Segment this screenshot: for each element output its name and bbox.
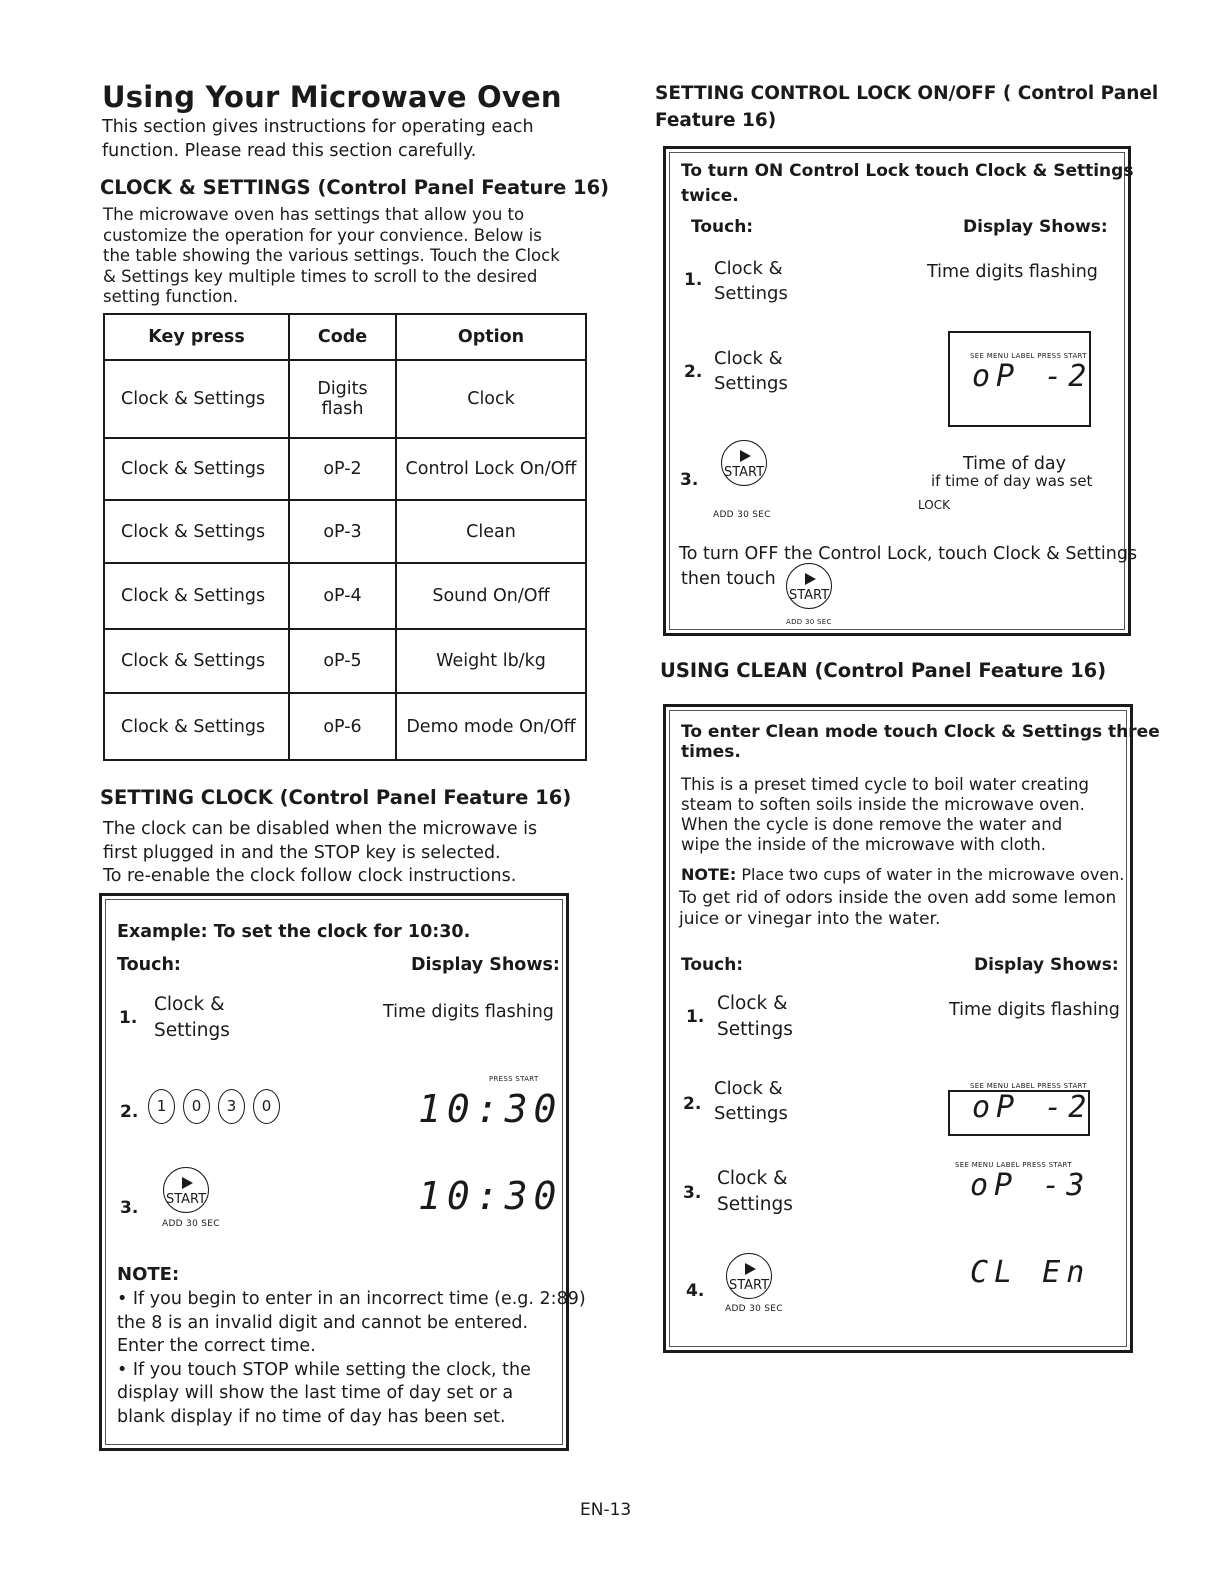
step-number: 1. xyxy=(119,1008,138,1028)
step-text: Clock & xyxy=(154,994,225,1015)
cell-key: Clock & Settings xyxy=(104,693,289,760)
cell-code: oP-6 xyxy=(289,693,396,760)
add-30-sec-label: ADD 30 SEC xyxy=(786,618,832,626)
number-keys xyxy=(148,1089,288,1124)
number-key-3[interactable]: 3 xyxy=(218,1089,245,1124)
control-lock-heading: SETTING CONTROL LOCK ON/OFF ( Control Panel xyxy=(655,83,1159,104)
add-30-sec-label: ADD 30 SEC xyxy=(713,510,771,520)
setting-clock-body xyxy=(103,818,537,889)
step-number: 4. xyxy=(686,1281,705,1301)
clock-settings-heading: CLOCK & SETTINGS (Control Panel Feature 16) xyxy=(100,176,610,199)
step-text: Settings xyxy=(154,1020,230,1041)
step-text: Settings xyxy=(714,1103,788,1124)
body-line: The microwave oven has settings that allow you to xyxy=(103,205,525,224)
play-icon xyxy=(740,450,751,462)
step-number: 2. xyxy=(684,362,703,382)
clock-settings-body xyxy=(103,205,560,308)
step-text: Clock & xyxy=(714,1078,783,1099)
cell-code: oP-3 xyxy=(289,500,396,563)
step-display-sub: if time of day was set xyxy=(931,472,1093,490)
clean-note xyxy=(681,865,1124,884)
cell-option: Weight lb/kg xyxy=(396,629,586,693)
press-start-indicator: PRESS START xyxy=(489,1075,539,1083)
table-row xyxy=(104,500,586,563)
cell-option: Demo mode On/Off xyxy=(396,693,586,760)
note-line: display will show the last time of day set or a xyxy=(117,1383,514,1403)
display-shows-label: Display Shows: xyxy=(963,217,1108,237)
cell-key: Clock & Settings xyxy=(104,438,289,500)
code-display: oP -2 xyxy=(972,1090,1093,1125)
number-key-0[interactable]: 0 xyxy=(253,1089,280,1124)
body-line: To re-enable the clock follow clock instructions. xyxy=(103,866,517,886)
note-line: Enter the correct time. xyxy=(117,1336,316,1356)
indicator-labels: SEE MENU LABEL PRESS START xyxy=(970,1082,1087,1090)
start-button[interactable] xyxy=(163,1167,209,1213)
number-key-0[interactable]: 0 xyxy=(183,1089,210,1124)
page-number: EN-13 xyxy=(580,1500,632,1520)
body-line: When the cycle is done remove the water and xyxy=(681,815,1063,834)
table-row xyxy=(104,563,586,629)
lock-indicator: LOCK xyxy=(918,498,950,512)
body-line: wipe the inside of the microwave with cloth. xyxy=(681,835,1047,854)
step-text: Settings xyxy=(714,373,788,394)
note-line: the 8 is an invalid digit and cannot be entered. xyxy=(117,1312,529,1333)
add-30-sec-label: ADD 30 SEC xyxy=(725,1304,783,1314)
start-label: START xyxy=(723,465,765,480)
intro-line-1: This section gives instructions for operating each xyxy=(102,117,534,137)
step-number: 2. xyxy=(683,1094,702,1114)
cell-code: oP-5 xyxy=(289,629,396,693)
control-lock-intro-2: twice. xyxy=(681,186,739,206)
number-key-1[interactable]: 1 xyxy=(148,1089,175,1124)
step-text: Settings xyxy=(717,1194,793,1215)
note-line: blank display if no time of day has been set. xyxy=(117,1406,506,1427)
step-number: 3. xyxy=(683,1183,702,1203)
step-number: 3. xyxy=(680,470,699,490)
clean-heading: USING CLEAN (Control Panel Feature 16) xyxy=(660,659,1107,682)
clock-display: 10:30 xyxy=(418,1087,563,1131)
step-display: Time digits flashing xyxy=(383,1002,554,1022)
step-text: Clock & xyxy=(714,258,783,279)
control-lock-intro: To turn ON Control Lock touch Clock & Settings xyxy=(681,161,1134,181)
start-button[interactable] xyxy=(786,563,832,609)
start-label: START xyxy=(788,588,830,603)
code-display: oP -2 xyxy=(972,359,1093,394)
clock-display: 10:30 xyxy=(418,1174,563,1218)
example-title: Example: To set the clock for 10:30. xyxy=(117,922,471,942)
code-display: oP -3 xyxy=(970,1168,1091,1203)
body-line: customize the operation for your convience. Below is xyxy=(103,225,542,245)
body-line: This is a preset timed cycle to boil water creating xyxy=(681,775,1089,794)
step-number: 3. xyxy=(120,1198,139,1218)
cell-code: oP-2 xyxy=(289,438,396,500)
settings-table xyxy=(103,313,587,761)
note-title: NOTE: xyxy=(117,1264,180,1285)
header-option: Option xyxy=(396,314,586,360)
cell-option: Clock xyxy=(396,360,586,438)
cell-key: Clock & Settings xyxy=(104,360,289,438)
table-row xyxy=(104,693,586,760)
clean-body xyxy=(681,775,1089,855)
header-key-press: Key press xyxy=(104,314,289,360)
play-icon xyxy=(745,1263,756,1275)
indicator-labels: SEE MENU LABEL PRESS START xyxy=(955,1161,1072,1169)
display-shows-label: Display Shows: xyxy=(974,955,1119,975)
cell-key: Clock & Settings xyxy=(104,500,289,563)
cell-option: Sound On/Off xyxy=(396,563,586,629)
page-title: Using Your Microwave Oven xyxy=(102,80,562,114)
clean-display: CL En xyxy=(970,1255,1091,1290)
note-body xyxy=(117,1288,586,1429)
touch-label: Touch: xyxy=(681,955,744,975)
cell-code: oP-4 xyxy=(289,563,396,629)
add-30-sec-label: ADD 30 SEC xyxy=(162,1219,220,1229)
header-code: Code xyxy=(289,314,396,360)
step-number: 1. xyxy=(684,270,703,290)
odor-text-2: juice or vinegar into the water. xyxy=(679,909,941,929)
note-line: • If you begin to enter in an incorrect time (e.g. 2:89) xyxy=(117,1289,586,1309)
table-row xyxy=(104,629,586,693)
start-button[interactable] xyxy=(721,440,767,486)
cell-option: Clean xyxy=(396,500,586,563)
touch-label: Touch: xyxy=(691,217,754,237)
step-text: Settings xyxy=(714,283,788,304)
touch-label: Touch: xyxy=(117,955,181,975)
body-line: the table showing the various settings. Touch the Clock xyxy=(103,246,560,265)
table-row xyxy=(104,438,586,500)
table-header-row xyxy=(104,314,586,360)
body-line: steam to soften soils inside the microwave oven. xyxy=(681,795,1085,814)
start-label: START xyxy=(728,1278,770,1293)
step-text: Clock & xyxy=(717,1168,788,1189)
step-text: Clock & xyxy=(714,348,783,369)
clean-intro: To enter Clean mode touch Clock & Settings three xyxy=(681,722,1160,742)
body-line: The clock can be disabled when the microwave is xyxy=(103,819,538,839)
body-line: & Settings key multiple times to scroll to the desired xyxy=(103,266,538,286)
cell-code: Digits flash xyxy=(289,360,396,438)
odor-text: To get rid of odors inside the oven add some lemon xyxy=(679,888,1117,908)
clean-intro-2: times. xyxy=(681,742,741,762)
body-line: setting function. xyxy=(103,287,239,306)
table-row xyxy=(104,360,586,438)
intro-line-2: function. Please read this section carefully. xyxy=(102,141,477,161)
step-display: Time of day xyxy=(963,454,1067,474)
step-number: 1. xyxy=(686,1007,705,1027)
start-button[interactable] xyxy=(726,1253,772,1299)
step-text: Settings xyxy=(717,1019,793,1040)
control-lock-off-text: To turn OFF the Control Lock, touch Clock & Settings xyxy=(679,544,1138,564)
note-label: NOTE: xyxy=(681,865,737,884)
setting-clock-heading: SETTING CLOCK (Control Panel Feature 16) xyxy=(100,786,572,809)
play-icon xyxy=(805,573,816,585)
body-line: first plugged in and the STOP key is selected. xyxy=(103,842,501,863)
step-display: Time digits flashing xyxy=(927,262,1098,282)
display-shows-label: Display Shows: xyxy=(411,955,560,975)
control-lock-heading-2: Feature 16) xyxy=(655,110,777,131)
step-text: Clock & xyxy=(717,993,788,1014)
note-text: Place two cups of water in the microwave oven. xyxy=(741,865,1125,884)
step-number: 2. xyxy=(120,1102,139,1122)
cell-option: Control Lock On/Off xyxy=(396,438,586,500)
play-icon xyxy=(182,1177,193,1189)
note-line: • If you touch STOP while setting the clock, the xyxy=(117,1359,531,1380)
start-label: START xyxy=(165,1192,207,1207)
step-display: Time digits flashing xyxy=(949,1000,1120,1020)
control-lock-off-text-2: then touch xyxy=(681,569,776,589)
cell-key: Clock & Settings xyxy=(104,563,289,629)
cell-key: Clock & Settings xyxy=(104,629,289,693)
indicator-labels: SEE MENU LABEL PRESS START xyxy=(970,352,1087,360)
